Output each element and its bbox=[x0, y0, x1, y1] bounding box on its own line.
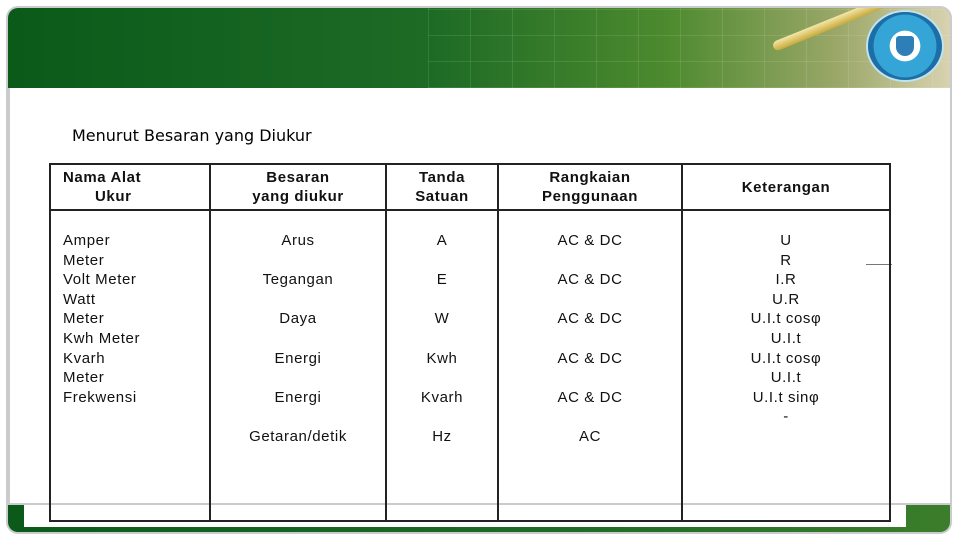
header-circuit: Rangkaian Penggunaan bbox=[498, 164, 682, 210]
cell-circuits: AC & DC AC & DC AC & DC AC & DC AC & DC AC bbox=[498, 210, 682, 521]
table-header-row bbox=[50, 164, 890, 210]
table-row bbox=[50, 210, 890, 521]
measuring-instruments-table bbox=[49, 163, 891, 522]
header-quantity: Besaran yang diukur bbox=[210, 164, 386, 210]
cell-quantities: Arus Tegangan Daya Energi Energi Getaran/detik bbox=[210, 210, 386, 521]
header-unit: Tanda Satuan bbox=[386, 164, 498, 210]
header-note: Keterangan bbox=[682, 164, 890, 210]
cell-instrument-names: Amper Meter Volt Meter Watt Meter Kwh Meter Kvarh Meter Frekwensi bbox=[50, 210, 210, 521]
ministry-emblem-icon bbox=[868, 12, 942, 80]
header-name: Nama Alat Ukur bbox=[50, 164, 210, 210]
header-banner bbox=[8, 8, 950, 88]
slide-heading: Menurut Besaran yang Diukur bbox=[72, 126, 312, 145]
cell-unit-symbols: A E W Kwh Kvarh Hz bbox=[386, 210, 498, 521]
cell-notes: U R I.R U.R U.I.t cosφ U.I.t U.I.t cosφ U.I.t U.I.t sinφ - bbox=[682, 210, 890, 521]
